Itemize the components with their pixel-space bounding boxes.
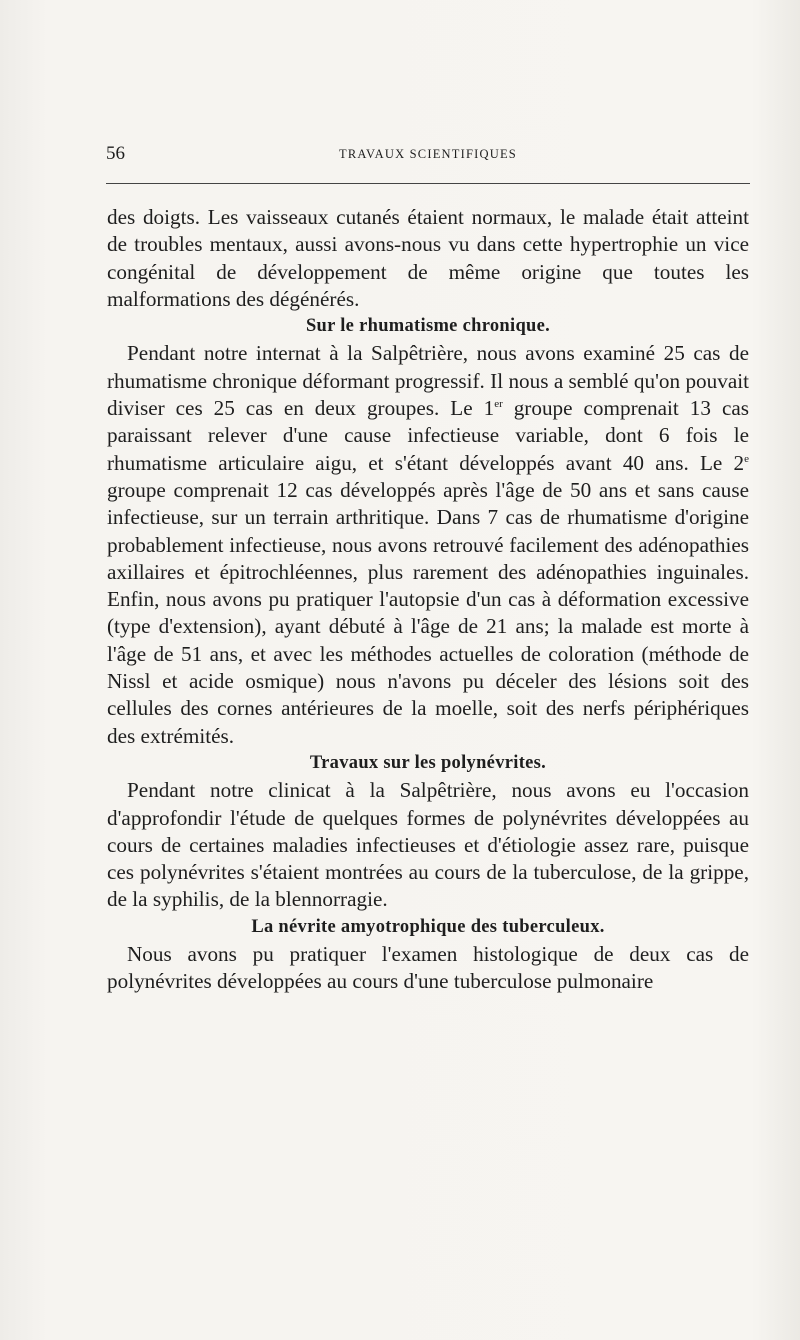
- paragraph-rhumatisme-part-c: groupe comprenait 12 cas développés après l'âge de 50 ans et sans cause infectieuse, sur un terrain arthritique. Dans 7 cas de rhumatisme d'origine probablement infectieuse, nous avons retrouvé facilement des adénopathies axillaires et épitrochléennes, plus rarement des adénopathies inguinales. Enfin, nous avons pu pratiquer l'autopsie d'un cas à déformation excessive (type d'extension), ayant débuté à l'âge de 21 ans; la malade est morte à l'âge de 51 ans, et avec les méthodes actuelles de coloration (méthode de Nissl et acide osmique) nous n'avons pu déceler des lésions soit des cellules des cornes antérieures de la moelle, soit des nerfs périphériques des extrémités.: [107, 477, 749, 748]
- superscript-e: e: [744, 452, 749, 465]
- paragraph-rhumatisme: [107, 340, 749, 749]
- superscript-er: er: [494, 398, 503, 411]
- paragraph-rhumatisme-part-b: groupe comprenait 13 cas paraissant relever d'une cause infectieuse variable, dont 6 fois le rhumatisme articulaire aigu, et s'étant développés avant 40 ans. Le 2: [107, 396, 749, 475]
- section-heading-nevrite: La névrite amyotrophique des tuberculeux.: [251, 916, 605, 937]
- running-title: TRAVAUX SCIENTIFIQUES: [339, 147, 517, 161]
- page-body: [107, 204, 749, 996]
- page-number: 56: [106, 143, 125, 164]
- paragraph-polynevrites: Pendant notre clinicat à la Salpêtrière, nous avons eu l'occasion d'approfondir l'étude de quelques formes de polynévrites développées au cours de certaines maladies infectieuses et d'étiologie assez rare, puisque ces polynévrites s'étaient montrées au cours de la tuberculose, de la grippe, de la syphilis, de la blennorragie.: [107, 778, 749, 912]
- paragraph-continued: des doigts. Les vaisseaux cutanés étaient normaux, le malade était atteint de troubles mentaux, aussi avons-nous vu dans cette hypertrophie un vice congénital de développement de même origine que toutes les malformations des dégénérés.: [107, 205, 749, 311]
- paragraph-rhumatisme-part-a: Pendant notre internat à la Salpêtrière, nous avons examiné 25 cas de rhumatisme chronique déformant progressif. Il nous a semblé qu'on pouvait diviser ces 25 cas en deux groupes. Le 1: [107, 341, 749, 421]
- section-heading-rhumatisme: Sur le rhumatisme chronique.: [305, 316, 551, 337]
- section-heading-polynevrites: Travaux sur les polynévrites.: [309, 752, 547, 773]
- paragraph-nevrite: Nous avons pu pratiquer l'examen histologique de deux cas de polynévrites développées au cours d'une tuberculose pulmonaire: [107, 942, 749, 994]
- header-rule: [106, 183, 750, 184]
- running-head: [106, 143, 750, 165]
